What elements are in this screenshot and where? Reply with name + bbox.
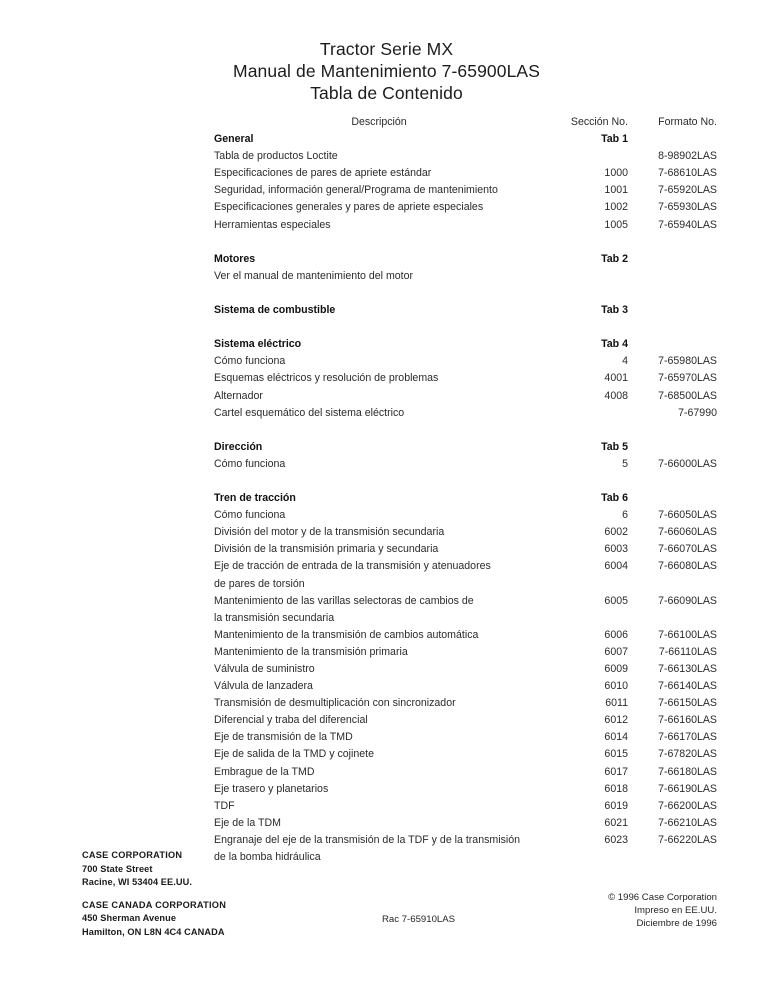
printed-in-line: Impreso en EE.UU. [634, 905, 717, 917]
company-address-line: 450 Sherman Avenue [82, 913, 177, 924]
table-of-contents [214, 114, 719, 866]
toc-entry-section-number: 6017 [604, 765, 628, 778]
toc-section-tab: Tab 6 [601, 492, 628, 505]
toc-entry-row [214, 182, 719, 199]
toc-entry-row [214, 199, 719, 216]
toc-entry-description: Especificaciones de pares de apriete estándar [214, 167, 432, 180]
toc-entry-row [214, 524, 719, 541]
company-name: CASE CORPORATION [82, 850, 183, 860]
footer-addresses [82, 849, 226, 949]
toc-entry-row [214, 729, 719, 746]
toc-entry-section-number: 6019 [604, 799, 628, 812]
toc-entry-format-number: 7-66070LAS [658, 543, 717, 556]
toc-entry-format-number: 7-66210LAS [658, 816, 717, 829]
toc-entry-format-number: 7-65930LAS [658, 201, 717, 214]
company-address-line: 700 State Street [82, 863, 153, 874]
toc-section-title: General [214, 133, 254, 146]
toc-entry-description: Herramientas especiales [214, 218, 331, 231]
toc-entry-section-number: 1001 [604, 184, 628, 197]
title-line-3: Tabla de Contenido [310, 83, 463, 103]
toc-entry-description: Esquemas eléctricos y resolución de problemas [214, 372, 439, 385]
rack-code: Rac 7-65910LAS [382, 914, 456, 925]
toc-section-title: Tren de tracción [214, 492, 296, 505]
toc-entry-row [214, 678, 719, 695]
toc-entry-description: División de la transmisión primaria y secundaria [214, 543, 439, 556]
toc-entry-section-number: 6 [622, 509, 628, 522]
toc-entry-format-number: 7-66200LAS [658, 799, 717, 812]
toc-section-heading-row [214, 490, 719, 507]
title-line-2: Manual de Mantenimiento 7-65900LAS [233, 61, 540, 81]
toc-entry-format-number: 7-66170LAS [658, 731, 717, 744]
toc-entry-format-number: 7-65980LAS [658, 355, 717, 368]
toc-entry-format-number: 7-65940LAS [658, 218, 717, 231]
column-header-description: Descripción [351, 116, 407, 128]
toc-entry-section-number: 6021 [604, 816, 628, 829]
toc-section-tab: Tab 4 [601, 338, 628, 351]
toc-entry-description: Engranaje del eje de la transmisión de la TDF y de la transmisión [214, 833, 521, 846]
toc-entry-section-number: 6007 [604, 645, 628, 658]
toc-entry-format-number: 7-66060LAS [658, 526, 717, 539]
toc-entry-format-number: 7-66050LAS [658, 509, 717, 522]
toc-section-tab: Tab 3 [601, 304, 628, 317]
toc-entry-section-number: 6015 [604, 748, 628, 761]
toc-entry-section-number: 6010 [604, 680, 628, 693]
toc-entry-row [214, 712, 719, 729]
toc-entry-format-number: 7-65970LAS [658, 372, 717, 385]
toc-entry-section-number: 4 [622, 355, 628, 368]
toc-entry-description: Seguridad, información general/Programa de mantenimiento [214, 184, 498, 197]
toc-entry-section-number: 6012 [604, 714, 628, 727]
toc-entry-format-number: 7-67990 [678, 406, 717, 419]
toc-entry-section-number: 6009 [604, 663, 628, 675]
toc-entry-description: Alternador [214, 389, 263, 402]
toc-section-heading-row [214, 302, 719, 319]
toc-entry-description: Diferencial y traba del diferencial [214, 714, 368, 727]
toc-entry-row [214, 541, 719, 558]
toc-entry-description: Válvula de suministro [214, 663, 315, 675]
toc-entry-description: Embrague de la TMD [214, 765, 315, 778]
toc-entry-row [214, 593, 719, 610]
toc-entry-row [214, 353, 719, 370]
title-line-1: Tractor Serie MX [319, 39, 454, 59]
toc-entry-format-number: 7-66130LAS [658, 663, 717, 675]
toc-entry-section-number: 6005 [604, 594, 628, 607]
toc-section-tab: Tab 5 [601, 440, 628, 453]
toc-entry-description: Eje de tracción de entrada de la transmisión y atenuadores [214, 560, 491, 573]
toc-entry-format-number: 7-66190LAS [658, 782, 717, 795]
column-header-section: Sección No. [570, 116, 628, 128]
toc-entry-description: de la bomba hidráulica [214, 851, 321, 864]
toc-entry-row [214, 456, 719, 473]
toc-entry-format-number: 7-66140LAS [658, 680, 717, 693]
toc-entry-description: División del motor y de la transmisión secundaria [214, 526, 445, 539]
toc-entry-description: TDF [214, 799, 235, 812]
toc-entry-format-number: 7-66110LAS [658, 645, 717, 658]
toc-entry-row [214, 627, 719, 644]
toc-entry-format-number: 7-66160LAS [658, 714, 717, 727]
toc-entry-format-number: 7-66150LAS [658, 697, 717, 710]
toc-entry-continuation-row [214, 849, 719, 866]
toc-section-title: Sistema de combustible [214, 304, 336, 317]
toc-entry-row [214, 217, 719, 234]
toc-spacer-row [214, 234, 719, 251]
toc-entry-section-number: 1002 [604, 201, 628, 214]
toc-entry-format-number: 7-65920LAS [658, 184, 717, 197]
toc-entry-description: Ver el manual de mantenimiento del motor [214, 269, 414, 282]
toc-entry-row [214, 148, 719, 165]
toc-entry-format-number: 7-68500LAS [658, 389, 717, 402]
toc-entry-description: Mantenimiento de la transmisión primaria [214, 645, 408, 658]
toc-entry-format-number: 7-66000LAS [658, 457, 717, 470]
toc-entry-description: Cartel esquemático del sistema eléctrico [214, 406, 405, 419]
toc-entry-row [214, 405, 719, 422]
toc-entry-description: Transmisión de desmultiplicación con sincronizador [214, 697, 456, 710]
toc-entry-row [214, 370, 719, 387]
toc-entry-format-number: 7-66090LAS [658, 594, 717, 607]
toc-entry-description: Mantenimiento de las varillas selectoras de cambios de [214, 594, 474, 607]
toc-section-heading-row [214, 251, 719, 268]
toc-entry-description: Mantenimiento de la transmisión de cambios automática [214, 628, 479, 641]
toc-entry-row [214, 798, 719, 815]
toc-entry-format-number: 7-66100LAS [658, 628, 717, 641]
copyright-block [608, 891, 717, 931]
toc-entry-row [214, 832, 719, 849]
toc-entry-format-number: 8-98902LAS [658, 150, 717, 163]
toc-entry-section-number: 6006 [604, 628, 628, 641]
company-address-line: Hamilton, ON L8N 4C4 CANADA [82, 926, 225, 937]
toc-spacer-row [214, 319, 719, 336]
company-block [82, 899, 226, 940]
toc-entry-section-number: 6023 [604, 833, 628, 846]
toc-entry-row [214, 746, 719, 763]
toc-entry-section-number: 5 [622, 457, 628, 470]
toc-entry-row [214, 165, 719, 182]
toc-entry-row [214, 388, 719, 405]
company-block [82, 849, 226, 890]
toc-entry-row [214, 644, 719, 661]
toc-entry-section-number: 4008 [604, 389, 628, 402]
toc-section-title: Dirección [214, 440, 263, 453]
toc-entry-description: Cómo funciona [214, 509, 286, 522]
toc-entry-description: Eje de salida de la TMD y cojinete [214, 748, 374, 761]
toc-entry-description: Eje de la TDM [214, 816, 281, 829]
toc-entry-section-number: 6004 [604, 560, 628, 573]
table-body [214, 131, 719, 866]
document-title-block [0, 38, 773, 104]
toc-entry-row [214, 661, 719, 678]
toc-entry-section-number: 6003 [604, 543, 628, 556]
print-date-line: Diciembre de 1996 [636, 918, 717, 930]
toc-spacer-row [214, 473, 719, 490]
toc-entry-description: Especificaciones generales y pares de apriete especiales [214, 201, 484, 214]
toc-section-heading-row [214, 131, 719, 148]
toc-entry-format-number: 7-66180LAS [658, 765, 717, 778]
toc-entry-row [214, 268, 719, 285]
toc-entry-description: Tabla de productos Loctite [214, 150, 338, 163]
toc-entry-section-number: 6014 [604, 731, 628, 744]
toc-entry-description: la transmisión secundaria [214, 611, 335, 624]
toc-entry-section-number: 6011 [605, 697, 628, 710]
toc-entry-section-number: 6002 [604, 526, 628, 539]
toc-entry-description: Cómo funciona [214, 355, 286, 368]
toc-entry-row [214, 507, 719, 524]
copyright-line: © 1996 Case Corporation [608, 892, 717, 903]
company-address-line: Racine, WI 53404 EE.UU. [82, 877, 193, 888]
toc-section-heading-row [214, 439, 719, 456]
toc-entry-row [214, 695, 719, 712]
toc-entry-description: Cómo funciona [214, 457, 286, 470]
toc-spacer-row [214, 422, 719, 439]
toc-section-title: Sistema eléctrico [214, 338, 302, 351]
company-name: CASE CANADA CORPORATION [82, 899, 227, 910]
toc-entry-format-number: 7-66220LAS [658, 833, 717, 846]
toc-entry-description: Eje de transmisión de la TMD [214, 731, 353, 744]
toc-entry-format-number: 7-67820LAS [658, 748, 717, 761]
toc-entry-description: de pares de torsión [214, 577, 305, 590]
toc-entry-section-number: 1005 [604, 218, 628, 231]
toc-section-tab: Tab 2 [601, 252, 628, 265]
column-header-format: Formato No. [658, 116, 717, 128]
toc-section-title: Motores [214, 252, 256, 265]
toc-entry-row [214, 764, 719, 781]
toc-entry-continuation-row [214, 610, 719, 627]
toc-entry-description: Eje trasero y planetarios [214, 782, 329, 795]
toc-spacer-row [214, 285, 719, 302]
toc-entry-description: Válvula de lanzadera [214, 680, 313, 693]
toc-entry-row [214, 558, 719, 575]
toc-section-tab: Tab 1 [601, 133, 628, 146]
toc-entry-section-number: 4001 [604, 372, 628, 385]
toc-entry-row [214, 815, 719, 832]
toc-entry-row [214, 781, 719, 798]
toc-entry-format-number: 7-66080LAS [658, 560, 717, 573]
toc-section-heading-row [214, 336, 719, 353]
toc-entry-section-number: 6018 [604, 782, 628, 795]
toc-entry-section-number: 1000 [604, 167, 628, 180]
toc-entry-format-number: 7-68610LAS [658, 167, 717, 180]
toc-entry-continuation-row [214, 576, 719, 593]
table-header-row [214, 114, 719, 131]
